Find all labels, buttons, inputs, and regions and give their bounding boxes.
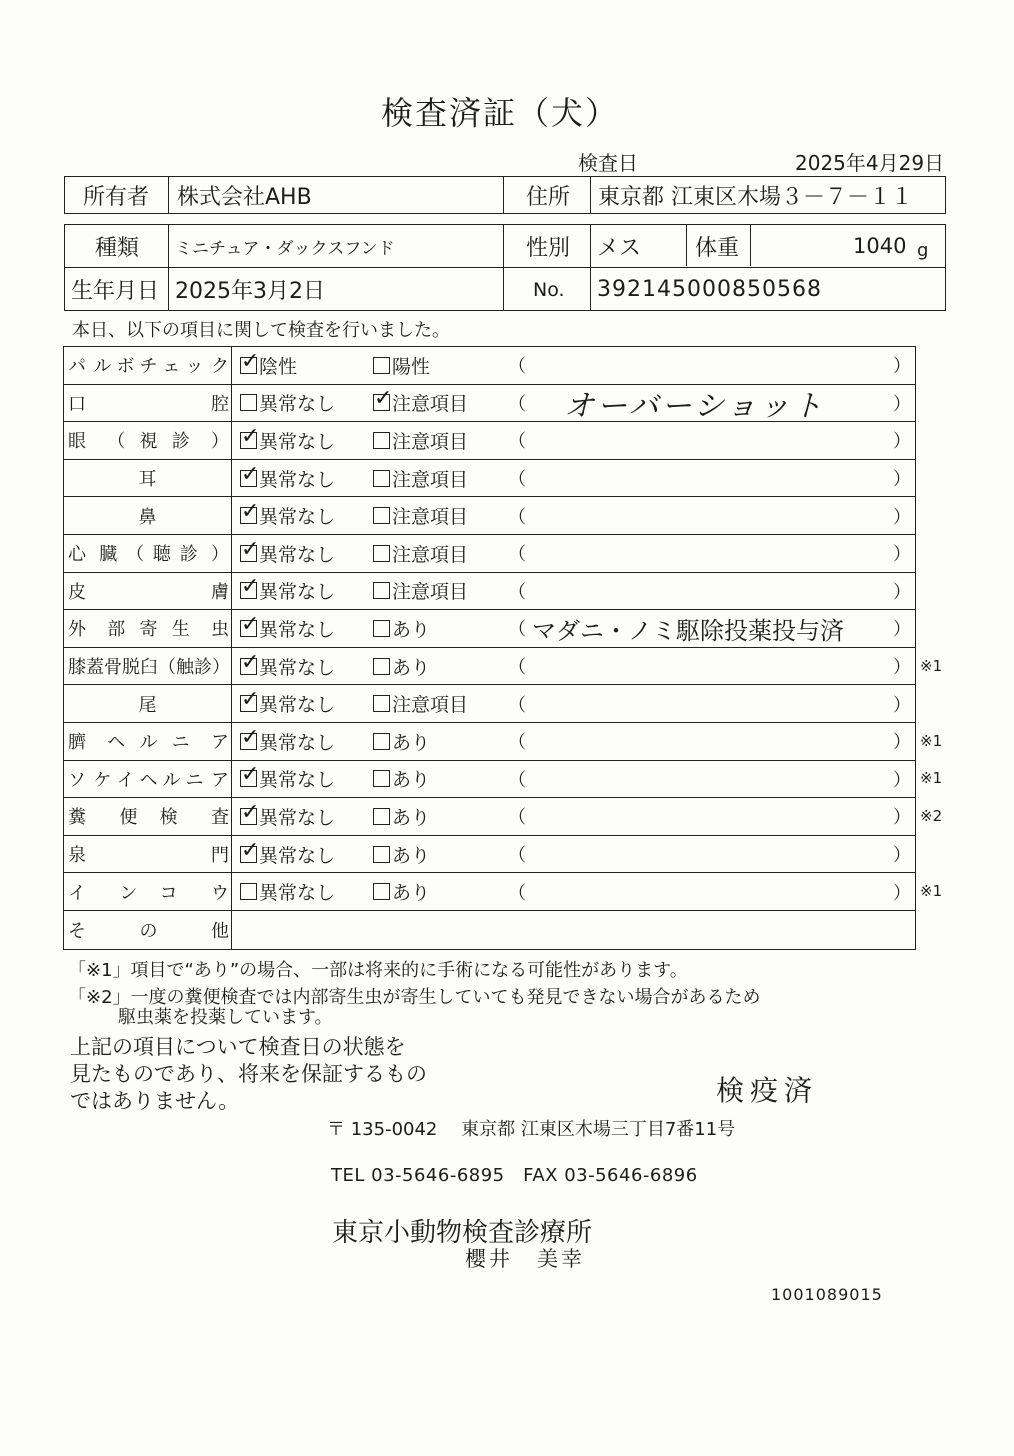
option-normal[interactable] [240, 761, 335, 798]
row-label-char: ア [211, 732, 230, 754]
row-mark: ※1 [920, 882, 943, 901]
inspection-date: 2025年4月29日 [795, 151, 945, 175]
row-label-char: ウ [211, 882, 229, 904]
row-label-char: ル [139, 732, 158, 754]
paren-open: （ [508, 732, 526, 754]
option-label: 異常なし [259, 806, 336, 829]
row-label-char: 聴 [152, 544, 171, 566]
breed-label: 種類 [95, 235, 140, 261]
checkbox-icon[interactable] [240, 883, 257, 900]
option-flag[interactable] [373, 573, 468, 610]
paren-open: （ [508, 356, 526, 378]
table-row [64, 873, 915, 911]
row-label-char: 鼻 [138, 506, 157, 528]
table-row [64, 798, 915, 836]
option-flag[interactable] [373, 761, 430, 798]
option-label: あり [392, 618, 431, 641]
paren-open: （ [508, 694, 526, 716]
doctor-name: 櫻井 美幸 [465, 1247, 585, 1271]
row-label-char: ル [162, 769, 181, 791]
paren-close: ） [893, 657, 911, 679]
paren-open: （ [508, 393, 526, 415]
clinic-phone-fax: TEL 03-5646-6895 FAX 03-5646-6896 [331, 1165, 698, 1186]
row-label-char: ケ [93, 769, 112, 791]
row-label-char: ェ [162, 356, 181, 378]
option-normal[interactable] [240, 873, 335, 910]
option-label: 異常なし [259, 882, 336, 905]
row-label-char: ボ [116, 356, 135, 378]
row-label-char: 臍 [68, 732, 86, 754]
birth-value: 2025年3月2日 [175, 279, 325, 304]
weight-unit: g [917, 239, 929, 261]
row-mark: ※1 [920, 731, 943, 750]
checkbox-icon[interactable] [373, 846, 390, 863]
table-row [64, 685, 915, 723]
row-label-char: ヘ [139, 769, 158, 791]
option-normal[interactable] [240, 723, 335, 760]
option-flag[interactable] [373, 422, 468, 459]
checkbox-icon[interactable] [240, 507, 257, 524]
checkbox-icon[interactable] [373, 582, 390, 599]
checkbox-icon[interactable] [240, 545, 257, 562]
row-label-char: 生 [171, 619, 190, 641]
option-label: 異常なし [259, 656, 336, 679]
row-label-char: 臓 [99, 544, 118, 566]
table-row [64, 385, 915, 423]
row-label [64, 798, 232, 835]
option-normal[interactable] [240, 535, 335, 572]
option-label: 異常なし [259, 430, 336, 453]
paren-close: ） [893, 356, 911, 378]
option-label: 異常なし [259, 581, 336, 604]
table-row [64, 535, 915, 573]
paren-open: （ [508, 544, 526, 566]
option-flag[interactable] [373, 347, 430, 384]
option-label: 異常なし [259, 468, 336, 491]
option-label: 異常なし [259, 694, 336, 717]
option-label: 異常なし [259, 506, 336, 529]
row-label-char: 虫 [211, 619, 230, 641]
paren-close: ） [893, 845, 911, 867]
row-label [64, 610, 232, 647]
option-label: 陰性 [259, 355, 298, 378]
option-label: あり [392, 806, 431, 829]
option-normal[interactable] [240, 573, 335, 610]
table-row [64, 911, 915, 949]
row-label-char: ア [211, 769, 229, 791]
row-label-char: ニ [171, 732, 190, 754]
row-label [64, 648, 232, 685]
option-flag[interactable] [373, 535, 468, 572]
row-label-char: ニ [185, 769, 204, 791]
table-row [64, 347, 915, 385]
table-row [64, 761, 915, 799]
option-normal[interactable] [240, 460, 335, 497]
checkbox-icon[interactable] [240, 695, 257, 712]
row-label-char: ヘ [107, 732, 126, 754]
checkbox-icon[interactable] [240, 357, 257, 374]
option-label: 注意項目 [392, 393, 469, 416]
row-label [64, 836, 232, 873]
row-label-char: 部 [107, 619, 126, 641]
row-label-char: ） [211, 431, 230, 453]
disclaimer: 上記の項目について検査日の状態を 見たものであり、将来を保証するもの ではありません。 [70, 1035, 427, 1113]
checkbox-icon[interactable] [240, 394, 257, 411]
row-label [64, 761, 232, 798]
row-label-char: 膚 [211, 581, 229, 603]
checkbox-icon[interactable] [373, 432, 390, 449]
paren-close: ） [893, 769, 911, 791]
row-label-char: パ [68, 356, 86, 378]
row-label-char: （ [126, 544, 145, 566]
option-normal[interactable] [240, 648, 335, 685]
paren-open: （ [508, 431, 526, 453]
checkbox-icon[interactable] [373, 658, 390, 675]
row-label-char: 腔 [211, 393, 229, 415]
intro-text: 本日、以下の項目に関して検査を行いました。 [72, 320, 450, 341]
footnote-2: 「※2」一度の糞便検査では内部寄生虫が寄生していても発見できない場合があるため [68, 987, 761, 1008]
checkbox-icon[interactable] [240, 770, 257, 787]
owner-box [64, 176, 946, 214]
checkbox-icon[interactable] [373, 470, 390, 487]
row-label-char: ッ [185, 356, 204, 378]
option-flag[interactable] [373, 798, 430, 835]
option-label: 注意項目 [392, 468, 469, 491]
checkbox-icon[interactable] [373, 545, 390, 562]
option-flag[interactable] [373, 723, 430, 760]
paren-close: ） [893, 619, 911, 641]
address-label: 住所 [526, 184, 571, 210]
table-row [64, 648, 915, 686]
option-label: 異常なし [259, 618, 336, 641]
row-label-char: チ [139, 356, 158, 378]
row-label-char: 診 [171, 431, 190, 453]
row-mark: ※1 [920, 769, 943, 788]
option-normal[interactable] [240, 836, 335, 873]
row-label [64, 347, 232, 384]
row-label-char: 耳 [138, 469, 157, 491]
option-flag[interactable] [373, 610, 430, 647]
row-label-char: ン [119, 882, 138, 904]
option-label: 注意項目 [392, 581, 469, 604]
clinic-name: 東京小動物検査診療所 [332, 1218, 593, 1248]
table-row [64, 460, 915, 498]
row-label-char: 門 [211, 845, 229, 867]
paren-open: （ [508, 506, 526, 528]
row-label [64, 535, 232, 572]
option-label: 異常なし [259, 393, 336, 416]
checkbox-icon[interactable] [373, 883, 390, 900]
row-label-char: 糞 [68, 807, 86, 829]
row-label-char: 尾 [138, 694, 157, 716]
row-label-char: 泉 [68, 845, 86, 867]
row-label [64, 385, 232, 422]
row-label-char: 皮 [68, 581, 86, 603]
paren-open: （ [508, 845, 526, 867]
option-label: 異常なし [259, 731, 336, 754]
row-label-char: 寄 [139, 619, 158, 641]
row-label-char: イ [68, 882, 86, 904]
row-label [64, 422, 232, 459]
row-label [64, 573, 232, 610]
paren-close: ） [893, 694, 911, 716]
row-label-char: 膝蓋骨脱臼（触診） [68, 657, 230, 679]
paren-close: ） [893, 469, 911, 491]
row-label-char: 検 [159, 807, 178, 829]
serial-number: 1001089015 [771, 1285, 883, 1304]
paren-close: ） [893, 732, 911, 754]
option-label: 異常なし [259, 844, 336, 867]
option-flag[interactable] [373, 873, 430, 910]
table-row [64, 422, 915, 460]
row-label-char: ソ [68, 769, 86, 791]
option-normal[interactable] [240, 610, 335, 647]
checkbox-icon[interactable] [373, 808, 390, 825]
paren-close: ） [893, 882, 911, 904]
paren-open: （ [508, 581, 526, 603]
clinic-address: 〒 135-0042 東京都 江東区木場三丁目7番11号 [327, 1119, 736, 1140]
option-flag[interactable] [373, 685, 468, 722]
checkbox-icon[interactable] [240, 620, 257, 637]
paren-open: （ [508, 619, 526, 641]
weight-value: 1040 [853, 234, 907, 258]
option-normal[interactable] [240, 685, 335, 722]
checkbox-icon[interactable] [240, 470, 257, 487]
checkbox-icon[interactable] [373, 620, 390, 637]
checkbox-icon[interactable] [240, 432, 257, 449]
table-row [64, 723, 915, 761]
option-normal[interactable] [240, 347, 297, 384]
option-flag[interactable] [373, 497, 468, 534]
row-label-char: （ [107, 431, 126, 453]
paren-open: （ [508, 807, 526, 829]
row-label-char: 視 [139, 431, 158, 453]
row-note: オーバーショット [564, 388, 826, 424]
option-label: 注意項目 [392, 694, 469, 717]
owner-value: 株式会社AHB [177, 184, 312, 210]
option-label: 注意項目 [392, 543, 469, 566]
row-mark: ※2 [920, 806, 943, 825]
option-label: 注意項目 [392, 430, 469, 453]
checkbox-icon[interactable] [240, 733, 257, 750]
row-label-char: ク [211, 356, 229, 378]
paren-close: ） [893, 431, 911, 453]
option-label: あり [392, 656, 431, 679]
row-label-char: ル [93, 356, 112, 378]
option-label: あり [392, 844, 431, 867]
checkbox-icon[interactable] [373, 394, 390, 411]
address-value: 東京都 江東区木場３－７－１１ [598, 184, 913, 210]
paren-close: ） [893, 544, 911, 566]
row-label [64, 723, 232, 760]
owner-label: 所有者 [83, 184, 150, 210]
document-title: 検査済証（犬） [380, 94, 619, 132]
row-label-char: そ [68, 920, 86, 942]
paren-open: （ [508, 657, 526, 679]
row-label-char: 心 [68, 544, 86, 566]
paren-open: （ [508, 469, 526, 491]
row-note: マダニ・ノミ駆除投薬投与済 [532, 616, 844, 645]
checkbox-icon[interactable] [373, 770, 390, 787]
table-row [64, 836, 915, 874]
animal-info-box [64, 224, 946, 311]
paren-close: ） [893, 807, 911, 829]
checkbox-icon[interactable] [373, 357, 390, 374]
checkbox-icon[interactable] [240, 582, 257, 599]
row-label-char: 口 [68, 393, 86, 415]
option-label: あり [392, 882, 431, 905]
row-label-char: 診 [179, 544, 198, 566]
checkbox-icon[interactable] [373, 507, 390, 524]
option-label: 陽性 [392, 355, 431, 378]
option-normal[interactable] [240, 497, 335, 534]
row-label-char: 眼 [68, 431, 86, 453]
option-label: 注意項目 [392, 506, 469, 529]
checkbox-icon[interactable] [373, 695, 390, 712]
quarantine-stamp: 検疫済 [716, 1074, 819, 1107]
weight-label: 体重 [695, 235, 740, 261]
row-label [64, 873, 232, 910]
row-label [64, 911, 232, 949]
paren-close: ） [893, 506, 911, 528]
option-normal[interactable] [240, 385, 335, 422]
inspection-table [63, 346, 916, 950]
paren-close: ） [893, 393, 911, 415]
checkbox-icon[interactable] [240, 658, 257, 675]
sex-value: メス [597, 235, 642, 261]
option-flag[interactable] [373, 385, 468, 422]
table-row [64, 497, 915, 535]
option-flag[interactable] [373, 648, 430, 685]
number-label: No. [533, 278, 565, 301]
row-label-char: 他 [211, 920, 230, 942]
footnote-1: 「※1」項目で“あり”の場合、一部は将来的に手術になる可能性があります。 [68, 960, 688, 981]
row-label [64, 460, 232, 497]
checkbox-icon[interactable] [373, 733, 390, 750]
option-normal[interactable] [240, 422, 335, 459]
paren-close: ） [893, 581, 911, 603]
table-row [64, 610, 915, 648]
paren-open: （ [508, 882, 526, 904]
row-label-char: 査 [211, 807, 229, 829]
breed-value: ミニチュア・ダックスフンド [175, 238, 395, 259]
option-label: 異常なし [259, 543, 336, 566]
option-label: あり [392, 769, 431, 792]
sex-label: 性別 [526, 235, 571, 261]
row-label [64, 497, 232, 534]
option-label: あり [392, 731, 431, 754]
row-label-char: ） [210, 544, 229, 566]
row-label-char: 外 [68, 619, 86, 641]
paren-open: （ [508, 769, 526, 791]
table-row [64, 573, 915, 611]
row-label [64, 685, 232, 722]
birth-label: 生年月日 [71, 279, 160, 304]
row-label-char: の [139, 920, 158, 942]
row-label-char: 便 [119, 807, 138, 829]
option-flag[interactable] [373, 836, 430, 873]
option-normal[interactable] [240, 798, 335, 835]
option-flag[interactable] [373, 460, 468, 497]
option-label: 異常なし [259, 769, 336, 792]
footnote-2-cont: 駆虫薬を投薬しています。 [118, 1007, 333, 1028]
row-label-char: コ [159, 882, 178, 904]
checkbox-icon[interactable] [240, 808, 257, 825]
number-value: 392145000850568 [597, 277, 822, 302]
row-label-char: イ [116, 769, 135, 791]
inspection-date-label: 検査日 [578, 151, 638, 175]
checkbox-icon[interactable] [240, 846, 257, 863]
row-mark: ※1 [920, 656, 943, 675]
